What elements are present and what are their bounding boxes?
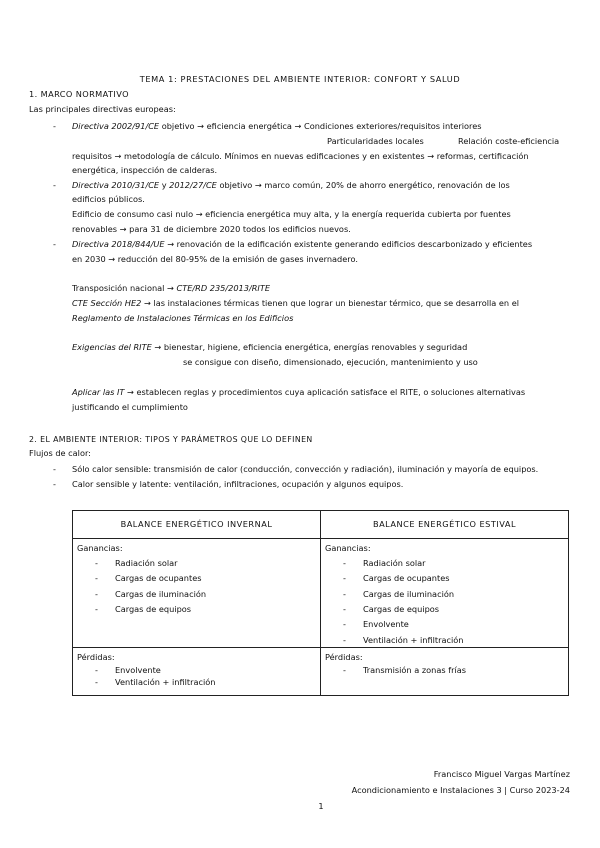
bullet-dash: - [343, 634, 346, 645]
section-1-heading: 1. MARCO NORMATIVO [29, 89, 129, 99]
page-number: 1 [318, 801, 324, 811]
directive-1-line-1 [72, 121, 482, 132]
winter-losses-cell [73, 648, 321, 696]
bullet-dash: - [53, 479, 56, 489]
cte-line-1 [72, 298, 519, 309]
directive-2b-name: 2012/27/CE [169, 180, 217, 190]
list-item [95, 665, 161, 675]
bullet-dash: - [343, 619, 346, 630]
directive-1-cost: Relación coste-eficiencia [458, 136, 560, 146]
directive-2-joiner: y [159, 180, 170, 190]
directive-2-line-1 [72, 180, 510, 191]
bullet-dash: - [53, 464, 56, 474]
bullet-dash: - [95, 573, 98, 584]
winter-balance-header: BALANCE ENERGÉTICO INVERNAL [73, 511, 321, 539]
footer-course: Acondicionamiento e Instalaciones 3 | Curso 2023-24 [351, 785, 570, 795]
list-item [95, 573, 202, 583]
heat-flow-bullet-2: Calor sensible y latente: ventilación, infiltraciones, ocupación y algunos equipos. [72, 479, 404, 489]
list-item-text: Cargas de iluminación [115, 588, 207, 599]
bullet-dash: - [343, 588, 346, 599]
bullet-dash: - [53, 121, 56, 131]
list-item-text: Transmisión a zonas frías [363, 665, 467, 675]
directive-2-text: objetivo → marco común, 20% de ahorro energético, renovación de los [216, 180, 510, 190]
list-item [95, 677, 215, 687]
rite-requirements-text: → bienestar, higiene, eficiencia energética, energías renovables y seguridad [151, 342, 468, 352]
rite-name: Reglamento de Instalaciones Térmicas en los Edificios [72, 313, 294, 323]
directive-2-line-3: Edificio de consumo casi nulo → eficiencia energética muy alta, y la energía requerida cubierta por fuentes [72, 209, 511, 219]
list-item-text: Ventilación + infiltración [115, 677, 216, 687]
directive-1-text: objetivo → eficiencia energética → Condiciones exteriores/requisitos interiores [159, 121, 482, 131]
directive-1-name: Directiva 2002/91/CE [72, 121, 160, 131]
list-item-text: Radiación solar [115, 558, 178, 568]
bullet-dash: - [95, 558, 98, 568]
list-item [343, 558, 426, 568]
transposition-norms: CTE/RD 235/2013/RITE [176, 283, 271, 293]
apply-it-line-2: justificando el cumplimiento [72, 402, 188, 412]
directive-2-line-4: renovables → para 31 de diciembre 2020 todos los edificios nuevos. [72, 224, 351, 234]
list-item-text: Cargas de iluminación [363, 588, 455, 599]
directive-3-line-2: en 2030 → reducción del 80-95% de la emisión de gases invernadero. [72, 254, 358, 264]
list-item-text: Cargas de equipos [363, 603, 440, 614]
winter-losses-label: Pérdidas: [77, 652, 115, 662]
bullet-dash: - [95, 588, 98, 599]
directive-3-name: Directiva 2018/844/UE [72, 239, 165, 249]
winter-gains-cell [73, 539, 321, 648]
summer-losses-label: Pérdidas: [325, 652, 363, 662]
bullet-dash: - [95, 677, 98, 687]
list-item [343, 619, 409, 629]
directive-1-line-3: energética, inspección de calderas. [72, 165, 218, 175]
summer-gains-cell [321, 539, 569, 648]
list-item [95, 558, 178, 568]
apply-it-label: Aplicar las IT [72, 387, 125, 397]
list-item [343, 604, 439, 614]
list-item [343, 589, 454, 599]
list-item [95, 589, 206, 599]
transposition-label: Transposición nacional → [72, 283, 177, 293]
rite-requirements-label: Exigencias del RITE [72, 342, 152, 352]
cte-section: CTE Sección HE2 [72, 298, 142, 308]
list-item-text: Cargas de equipos [115, 603, 192, 614]
list-item [343, 573, 450, 583]
list-item [95, 604, 191, 614]
cte-line-2 [72, 313, 293, 324]
list-item-text: Radiación solar [363, 558, 426, 568]
bullet-dash: - [53, 239, 56, 249]
section-2-heading: 2. EL AMBIENTE INTERIOR: TIPOS Y PARÁMETROS QUE LO DEFINEN [29, 435, 313, 444]
section-1-intro: Las principales directivas europeas: [29, 104, 176, 114]
summer-losses-cell [321, 648, 569, 696]
list-item-text: Envolvente [363, 619, 409, 630]
rite-requirements-line-2: se consigue con diseño, dimensionado, ejecución, mantenimiento y uso [183, 357, 478, 367]
section-2-intro: Flujos de calor: [29, 448, 91, 458]
bullet-dash: - [53, 180, 56, 190]
bullet-dash: - [343, 573, 346, 584]
bullet-dash: - [343, 603, 346, 614]
summer-gains-label: Ganancias: [325, 543, 371, 553]
bullet-dash: - [95, 665, 98, 675]
directive-1-local: Particularidades locales [327, 136, 424, 146]
directive-3-line-1 [72, 239, 532, 250]
rite-requirements-line-1 [72, 342, 467, 353]
apply-it-line-1 [72, 387, 525, 398]
directive-1-line-2: requisitos → metodología de cálculo. Mínimos en nuevas edificaciones y en existentes → reformas, certificación [72, 151, 529, 161]
page-title: TEMA 1: PRESTACIONES DEL AMBIENTE INTERIOR: CONFORT Y SALUD [139, 74, 461, 84]
footer-author: Francisco Miguel Vargas Martínez [433, 769, 570, 779]
list-item-text: Cargas de ocupantes [363, 573, 450, 584]
energy-balance-table [72, 510, 569, 696]
cte-text: → las instalaciones térmicas tienen que lograr un bienestar térmico, que se desarrolla en el [141, 298, 520, 308]
list-item-text: Cargas de ocupantes [115, 573, 202, 584]
summer-balance-header: BALANCE ENERGÉTICO ESTIVAL [321, 511, 569, 539]
transposition-line [72, 283, 270, 294]
list-item-text: Ventilación + infiltración [363, 634, 464, 645]
heat-flow-bullet-1: Sólo calor sensible: transmisión de calor (conducción, convección y radiación), iluminación y mayoría de equipos. [72, 464, 539, 474]
list-item [343, 665, 466, 675]
directive-3-text: → renovación de la edificación existente generando edificios descarbonizado y eficientes [164, 239, 533, 249]
bullet-dash: - [95, 603, 98, 614]
apply-it-text: → establecen reglas y procedimientos cuya aplicación satisface el RITE, o soluciones alternativas [124, 387, 526, 397]
directive-2-name: Directiva 2010/31/CE [72, 180, 160, 190]
winter-gains-label: Ganancias: [77, 543, 123, 553]
bullet-dash: - [343, 665, 346, 675]
list-item [343, 635, 463, 645]
directive-2-line-2: edificios públicos. [72, 194, 145, 204]
bullet-dash: - [343, 558, 346, 568]
list-item-text: Envolvente [115, 665, 161, 675]
